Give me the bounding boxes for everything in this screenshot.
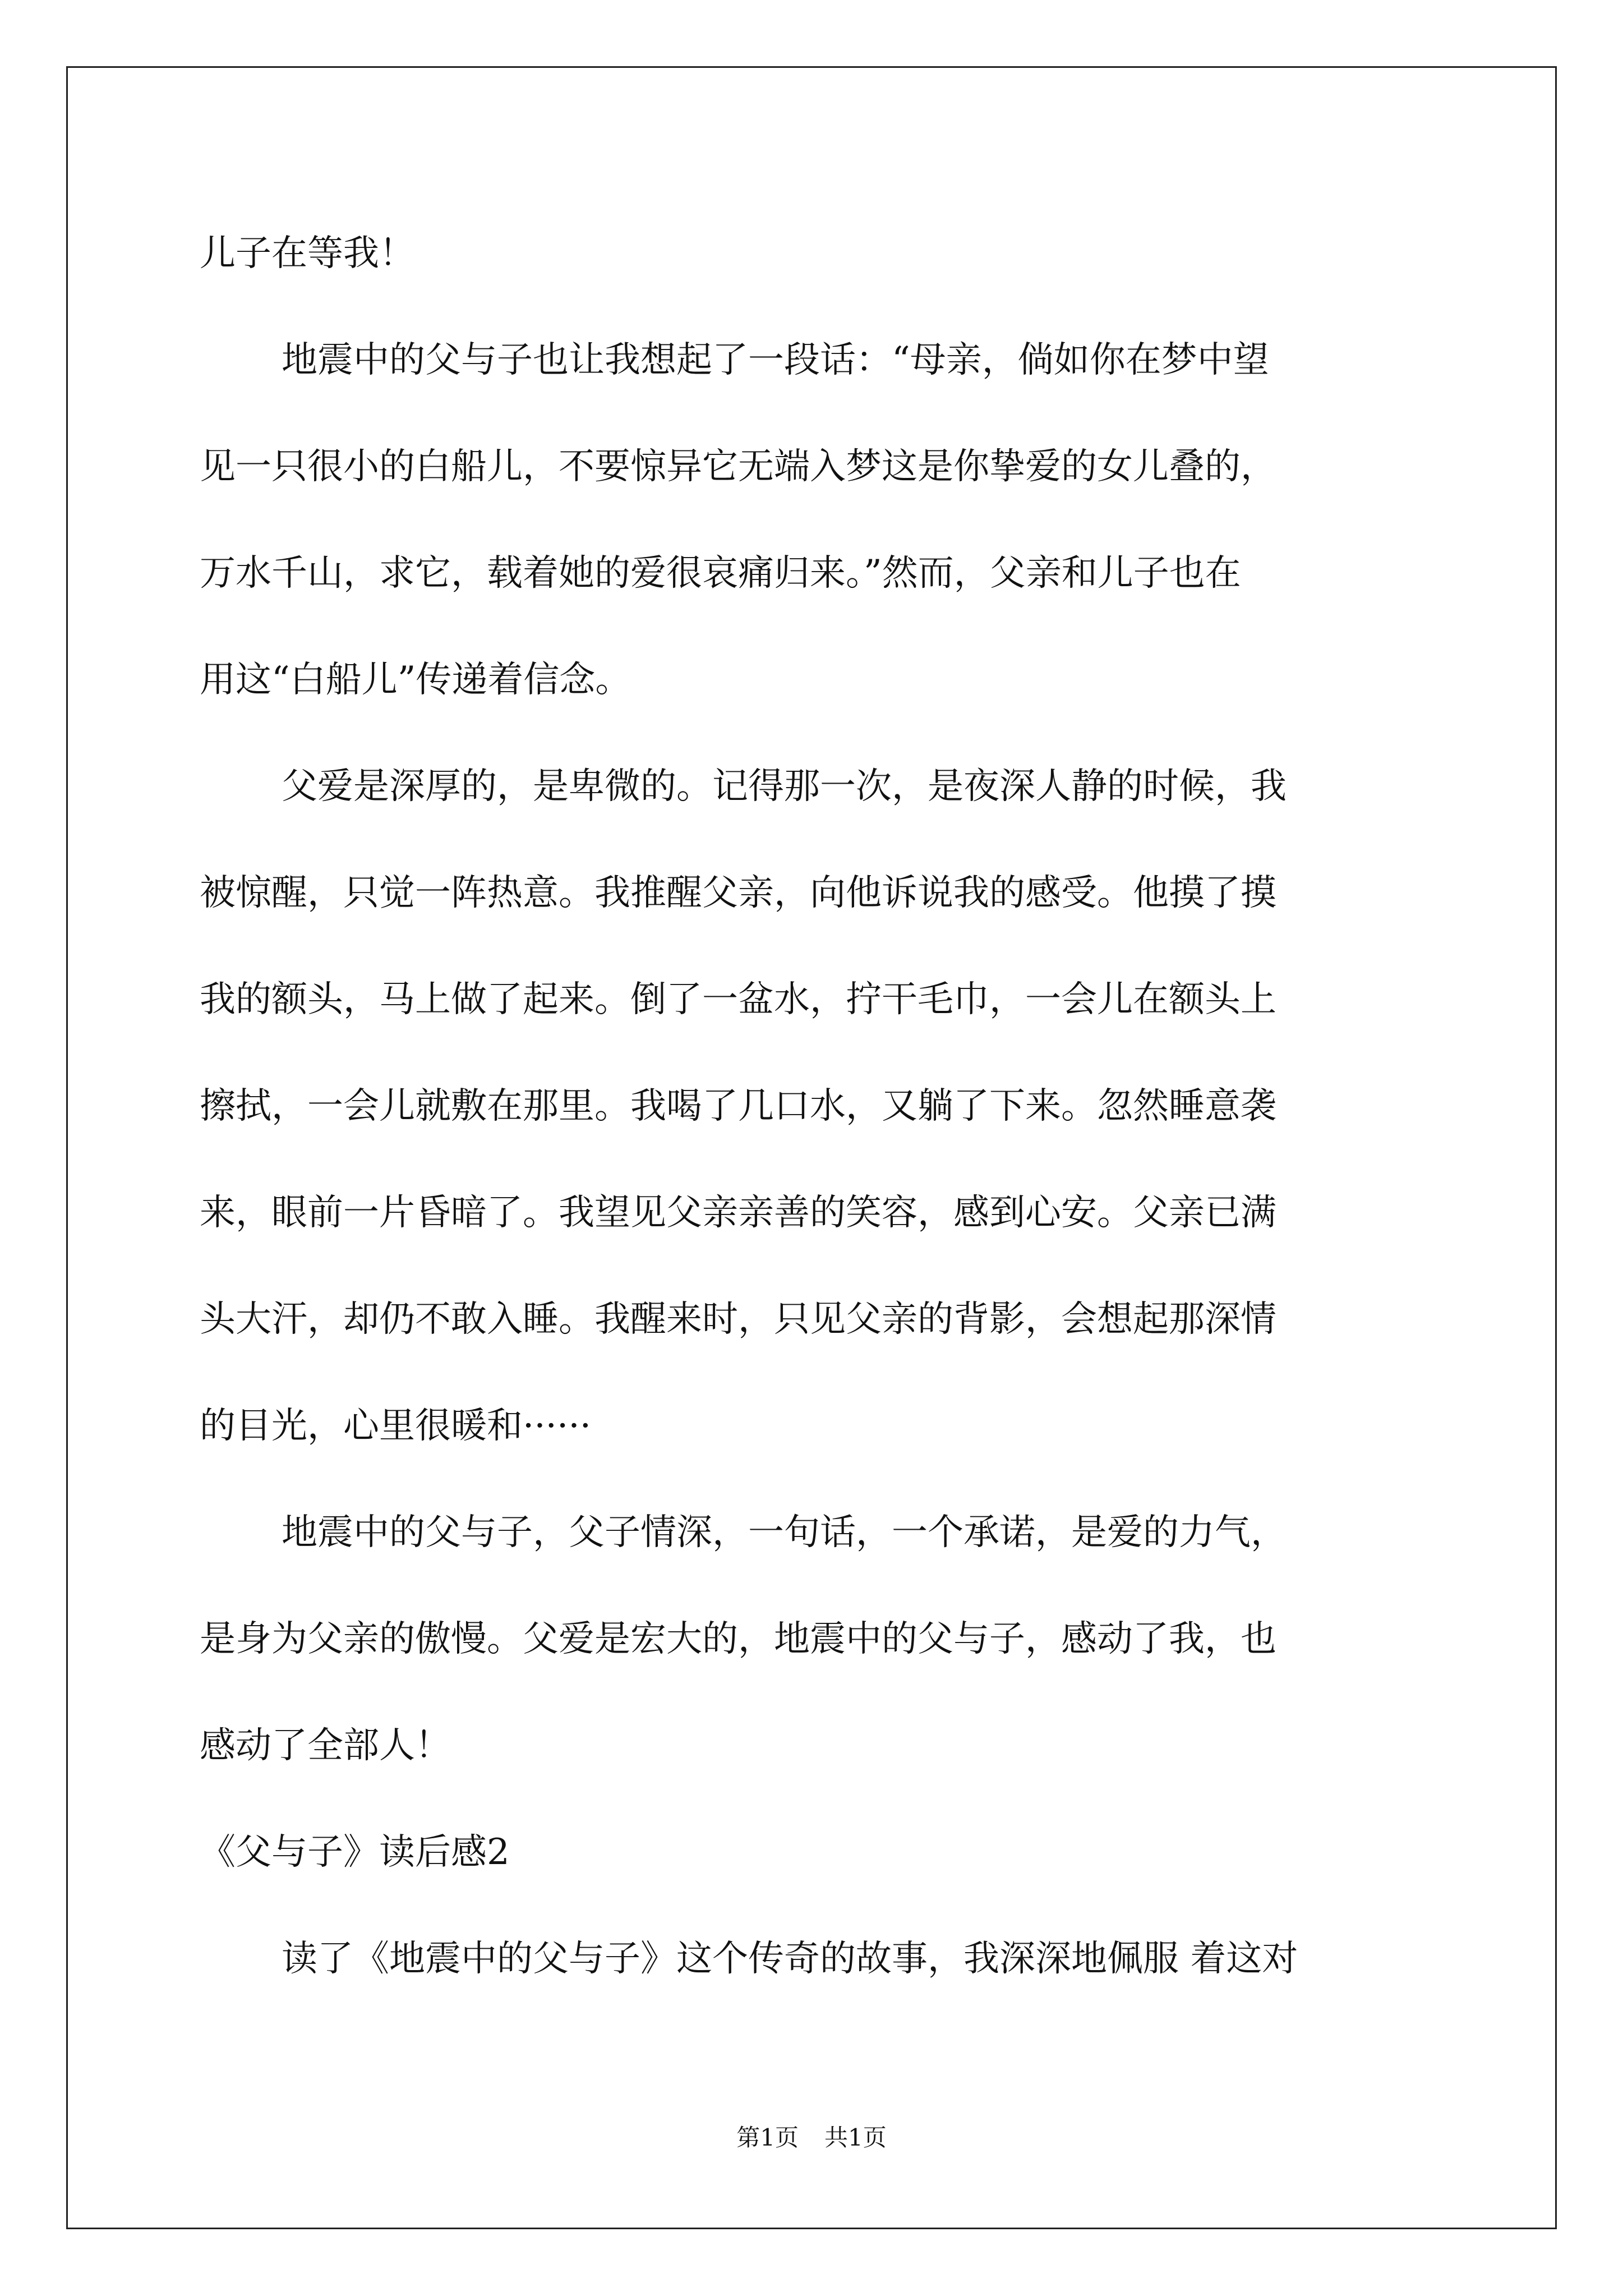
paragraph-line: 读了《地震中的父与子》这个传奇的故事，我深深地佩服 着这对	[282, 1938, 1298, 1980]
text-line: 见一只很小的白船儿，不要惊异它无端入梦这是你挚爱的女儿叠的，	[200, 446, 1276, 487]
paragraph-line: 地震中的父与子也让我想起了一段话：“母亲，倘如你在梦中望	[282, 339, 1269, 381]
text-line: 擦拭，一会儿就敷在那里。我喝了几口水，又躺了下来。忽然睡意袭	[200, 1085, 1276, 1127]
page-border	[66, 66, 1557, 2229]
text-line: 用这“白船儿”传递着信念。	[200, 659, 631, 701]
text-line: 我的额头，马上做了起来。倒了一盆水，拧干毛巾，一会儿在额头上	[200, 979, 1276, 1020]
text-line: 万水千山，求它，载着她的爱很哀痛归来。”然而，父亲和儿子也在	[200, 553, 1241, 594]
text-line: 是身为父亲的傲慢。父爱是宏大的，地震中的父与子，感动了我，也	[200, 1618, 1276, 1660]
section-heading: 《父与子》读后感2	[200, 1832, 510, 1873]
text-line: 被惊醒，只觉一阵热意。我推醒父亲，向他诉说我的感受。他摸了摸	[200, 872, 1276, 914]
text-line: 儿子在等我！	[200, 233, 415, 274]
page-total: 共1页	[824, 2124, 887, 2151]
text-line: 头大汗，却仍不敢入睡。我醒来时，只见父亲的背影，会想起那深情	[200, 1299, 1276, 1340]
page-number: 第1页	[736, 2124, 799, 2151]
page-footer	[0, 2124, 1623, 2152]
paragraph-line: 父爱是深厚的，是卑微的。记得那一次，是夜深人静的时候，我	[282, 766, 1287, 807]
text-line: 的目光，心里很暖和······	[200, 1405, 592, 1447]
paragraph-line: 地震中的父与子，父子情深，一句话，一个承诺，是爱的力气，	[282, 1512, 1287, 1553]
text-line: 来，眼前一片昏暗了。我望见父亲亲善的笑容，感到心安。父亲已满	[200, 1192, 1276, 1234]
text-line: 感动了全部人！	[200, 1725, 451, 1766]
